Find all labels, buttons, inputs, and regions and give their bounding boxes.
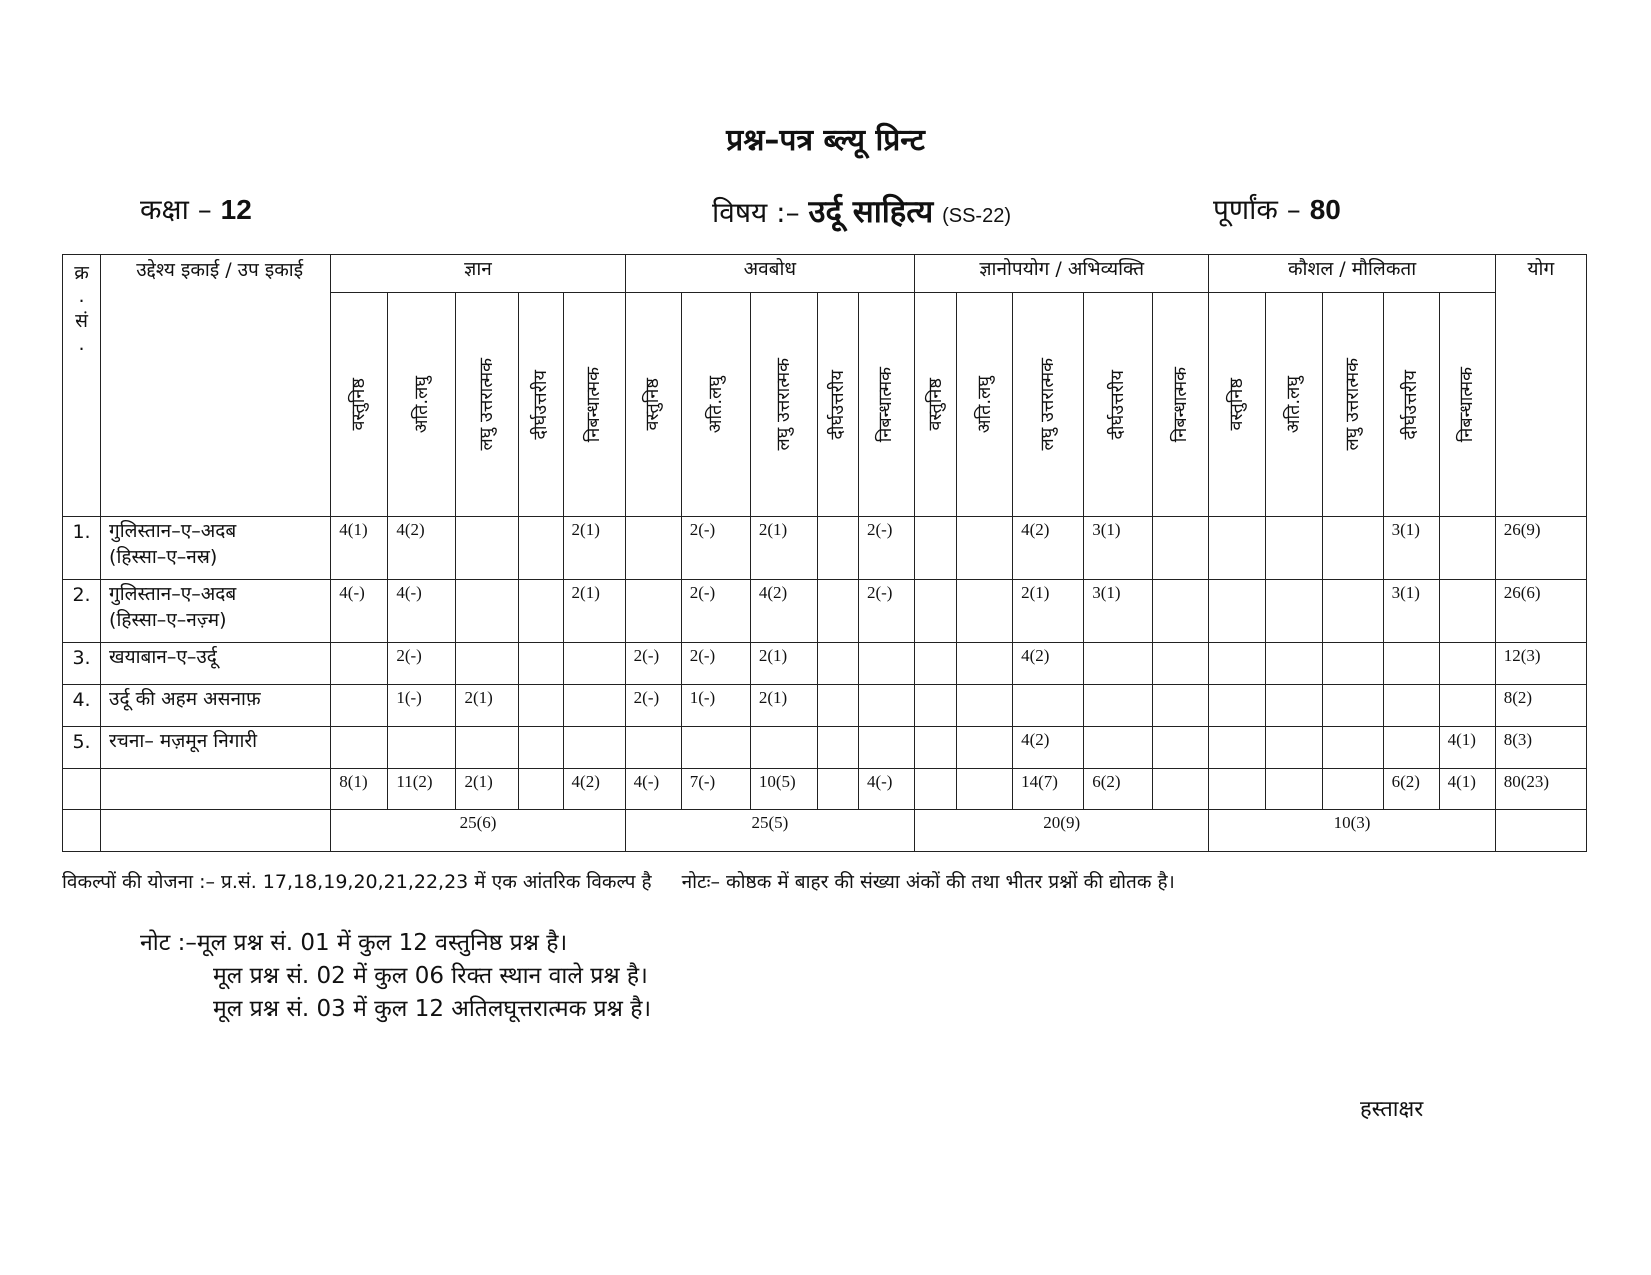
row-total: 12(3) bbox=[1495, 643, 1586, 685]
column-total bbox=[518, 769, 563, 810]
marks-cell: 1(-) bbox=[388, 685, 456, 727]
marks-cell bbox=[456, 517, 518, 580]
bracket-note: नोटः– कोष्ठक में बाहर की संख्या अंकों की तथा भीतर प्रश्नों की द्योतक है। bbox=[681, 871, 1175, 893]
empty-cell bbox=[63, 810, 101, 852]
column-total: 14(7) bbox=[1013, 769, 1084, 810]
group-avbodh: अवबोध bbox=[625, 255, 914, 293]
marks-cell: 3(1) bbox=[1084, 580, 1153, 643]
marks-cell bbox=[858, 727, 914, 769]
note-line: नोट :–मूल प्रश्न सं. 01 में कुल 12 वस्तुनिष्ठ प्रश्न है। bbox=[140, 930, 568, 956]
column-total: 7(-) bbox=[681, 769, 750, 810]
group-sum-gyan: 25(6) bbox=[331, 810, 625, 852]
marks-cell bbox=[1153, 727, 1209, 769]
column-total: 4(-) bbox=[625, 769, 681, 810]
row-unit bbox=[101, 517, 331, 580]
marks-cell: 2(-) bbox=[681, 643, 750, 685]
marks-cell: 2(1) bbox=[1013, 580, 1084, 643]
row-sn: 4. bbox=[63, 685, 101, 727]
empty-cell bbox=[101, 810, 331, 852]
table-row bbox=[63, 517, 1587, 580]
row-unit bbox=[101, 685, 331, 727]
marks-cell bbox=[1209, 643, 1266, 685]
row-sn: 2. bbox=[63, 580, 101, 643]
marks-cell: 2(1) bbox=[750, 517, 817, 580]
unit-name: रचना– मज़मून निगारी bbox=[109, 730, 258, 752]
column-total bbox=[817, 769, 858, 810]
subheader: दीर्घउत्तरीय bbox=[1084, 293, 1153, 517]
marks-cell bbox=[563, 643, 625, 685]
column-total: 10(5) bbox=[750, 769, 817, 810]
subheader: लघु उत्तरात्मक bbox=[1013, 293, 1084, 517]
marks-cell bbox=[915, 685, 957, 727]
column-total: 6(2) bbox=[1084, 769, 1153, 810]
unit-name: गुलिस्तान–ए–अदब bbox=[109, 583, 237, 605]
marks-cell bbox=[858, 685, 914, 727]
subject-code: (SS-22) bbox=[942, 205, 1011, 227]
note-line: मूल प्रश्न सं. 02 में कुल 06 रिक्त स्थान वाले प्रश्न है। bbox=[213, 963, 648, 989]
marks-cell: 2(1) bbox=[456, 685, 518, 727]
marks-cell bbox=[957, 727, 1013, 769]
marks-cell bbox=[957, 685, 1013, 727]
unit-header: उद्देश्य इकाई / उप इकाई bbox=[101, 255, 331, 517]
marks-cell bbox=[1322, 643, 1383, 685]
group-sum-row bbox=[63, 810, 1587, 852]
marks-cell bbox=[388, 727, 456, 769]
unit-subname: (हिस्सा–ए–नज़्म) bbox=[109, 608, 227, 631]
marks-cell bbox=[817, 580, 858, 643]
empty-cell bbox=[63, 769, 101, 810]
row-unit bbox=[101, 580, 331, 643]
marks-cell bbox=[1209, 517, 1266, 580]
table-row bbox=[63, 685, 1587, 727]
subheader: वस्तुनिष्ठ bbox=[915, 293, 957, 517]
marks-cell: 2(-) bbox=[858, 580, 914, 643]
marks-cell bbox=[1322, 685, 1383, 727]
marks-cell bbox=[1153, 580, 1209, 643]
row-total: 8(3) bbox=[1495, 727, 1586, 769]
group-sum-gyanopyog: 20(9) bbox=[915, 810, 1209, 852]
marks-cell bbox=[518, 643, 563, 685]
subheader: निबन्धात्मक bbox=[858, 293, 914, 517]
marks-cell bbox=[1383, 685, 1439, 727]
marks-cell bbox=[1322, 727, 1383, 769]
subheader: निबन्धात्मक bbox=[563, 293, 625, 517]
class-label: कक्षा – bbox=[140, 193, 212, 226]
marks-cell bbox=[915, 517, 957, 580]
marks-cell bbox=[1439, 580, 1495, 643]
subheader: वस्तुनिष्ठ bbox=[331, 293, 388, 517]
marks-cell bbox=[1266, 517, 1322, 580]
column-total bbox=[957, 769, 1013, 810]
column-total bbox=[915, 769, 957, 810]
table-row bbox=[63, 643, 1587, 685]
marks-cell: 4(2) bbox=[750, 580, 817, 643]
marks-cell bbox=[563, 727, 625, 769]
row-sn: 3. bbox=[63, 643, 101, 685]
marks-cell bbox=[817, 643, 858, 685]
subheader: निबन्धात्मक bbox=[1439, 293, 1495, 517]
option-scheme: विकल्पों की योजना :– प्र.सं. 17,18,19,20,21,22,23 में एक आंतरिक विकल्प है bbox=[62, 871, 652, 893]
subheader: दीर्घउत्तरीय bbox=[518, 293, 563, 517]
max-marks-info bbox=[1213, 190, 1341, 228]
marks-cell bbox=[681, 727, 750, 769]
marks-cell bbox=[518, 685, 563, 727]
marks-cell bbox=[1266, 643, 1322, 685]
max-marks-label: पूर्णांक – bbox=[1213, 193, 1301, 226]
subheader: अति.लघु bbox=[681, 293, 750, 517]
column-total: 4(2) bbox=[563, 769, 625, 810]
unit-name: खयाबान–ए–उर्दू bbox=[109, 646, 217, 668]
subheader: लघु उत्तरात्मक bbox=[1322, 293, 1383, 517]
column-total: 4(1) bbox=[1439, 769, 1495, 810]
row-sn: 1. bbox=[63, 517, 101, 580]
marks-cell bbox=[1084, 685, 1153, 727]
marks-cell bbox=[957, 580, 1013, 643]
marks-cell: 2(-) bbox=[681, 517, 750, 580]
group-kaushal: कौशल / मौलिकता bbox=[1209, 255, 1495, 293]
marks-cell: 4(1) bbox=[1439, 727, 1495, 769]
marks-cell bbox=[456, 580, 518, 643]
marks-cell: 4(-) bbox=[331, 580, 388, 643]
marks-cell bbox=[1209, 727, 1266, 769]
marks-cell: 3(1) bbox=[1383, 580, 1439, 643]
marks-cell bbox=[817, 517, 858, 580]
marks-cell: 4(2) bbox=[388, 517, 456, 580]
notes-block bbox=[140, 927, 651, 1026]
column-total: 4(-) bbox=[858, 769, 914, 810]
note-line: मूल प्रश्न सं. 03 में कुल 12 अतिलघूत्तरात्मक प्रश्न है। bbox=[213, 996, 652, 1022]
marks-cell bbox=[1153, 517, 1209, 580]
row-sn: 5. bbox=[63, 727, 101, 769]
marks-cell bbox=[625, 727, 681, 769]
marks-cell bbox=[957, 643, 1013, 685]
marks-cell bbox=[331, 727, 388, 769]
group-sum-avbodh: 25(5) bbox=[625, 810, 914, 852]
marks-cell: 3(1) bbox=[1084, 517, 1153, 580]
column-total: 8(1) bbox=[331, 769, 388, 810]
unit-name: गुलिस्तान–ए–अदब bbox=[109, 520, 237, 542]
table-row bbox=[63, 727, 1587, 769]
marks-cell: 1(-) bbox=[681, 685, 750, 727]
marks-cell bbox=[625, 517, 681, 580]
marks-cell bbox=[456, 643, 518, 685]
unit-name: उर्दू की अहम असनाफ़ bbox=[109, 688, 261, 710]
marks-cell bbox=[1439, 685, 1495, 727]
marks-cell: 2(1) bbox=[563, 580, 625, 643]
marks-cell: 4(2) bbox=[1013, 517, 1084, 580]
subject-info bbox=[712, 190, 1011, 232]
marks-cell: 2(-) bbox=[625, 685, 681, 727]
column-total bbox=[1209, 769, 1266, 810]
marks-cell bbox=[858, 643, 914, 685]
marks-cell: 2(-) bbox=[388, 643, 456, 685]
class-value: 12 bbox=[220, 194, 252, 225]
marks-cell bbox=[1013, 685, 1084, 727]
group-gyan: ज्ञान bbox=[331, 255, 625, 293]
marks-cell: 4(1) bbox=[331, 517, 388, 580]
marks-cell: 2(-) bbox=[681, 580, 750, 643]
group-sum-kaushal: 10(3) bbox=[1209, 810, 1495, 852]
subject-value: उर्दू साहित्य bbox=[808, 194, 934, 230]
marks-cell: 4(2) bbox=[1013, 643, 1084, 685]
marks-cell bbox=[1439, 517, 1495, 580]
marks-cell bbox=[1209, 685, 1266, 727]
marks-cell: 4(-) bbox=[388, 580, 456, 643]
marks-cell bbox=[1322, 517, 1383, 580]
subheader: निबन्धात्मक bbox=[1153, 293, 1209, 517]
option-scheme-line bbox=[62, 868, 1622, 894]
totals-row bbox=[63, 769, 1587, 810]
subheader: लघु उत्तरात्मक bbox=[456, 293, 518, 517]
marks-cell bbox=[1084, 643, 1153, 685]
total-header: योग bbox=[1495, 255, 1586, 517]
marks-cell: 2(1) bbox=[750, 643, 817, 685]
marks-cell bbox=[1266, 685, 1322, 727]
subheader: अति.लघु bbox=[1266, 293, 1322, 517]
marks-cell bbox=[456, 727, 518, 769]
marks-cell bbox=[1084, 727, 1153, 769]
column-total: 11(2) bbox=[388, 769, 456, 810]
marks-cell bbox=[331, 643, 388, 685]
marks-cell bbox=[915, 727, 957, 769]
marks-cell bbox=[331, 685, 388, 727]
class-info bbox=[140, 190, 252, 228]
subject-label: विषय :– bbox=[712, 196, 800, 229]
marks-cell bbox=[817, 685, 858, 727]
row-total: 8(2) bbox=[1495, 685, 1586, 727]
column-total bbox=[1322, 769, 1383, 810]
subheader: वस्तुनिष्ठ bbox=[1209, 293, 1266, 517]
marks-cell: 4(2) bbox=[1013, 727, 1084, 769]
row-unit bbox=[101, 727, 331, 769]
table-row bbox=[63, 580, 1587, 643]
marks-cell bbox=[563, 685, 625, 727]
column-total bbox=[1153, 769, 1209, 810]
marks-cell bbox=[518, 580, 563, 643]
marks-cell bbox=[1439, 643, 1495, 685]
unit-subname: (हिस्सा–ए–नस्र) bbox=[109, 545, 218, 568]
marks-cell bbox=[915, 643, 957, 685]
marks-cell bbox=[1266, 580, 1322, 643]
signature-label: हस्ताक्षर bbox=[1360, 1097, 1424, 1122]
row-total: 26(9) bbox=[1495, 517, 1586, 580]
page-title: प्रश्न–पत्र ब्ल्यू प्रिन्ट bbox=[726, 123, 925, 158]
marks-cell bbox=[1266, 727, 1322, 769]
marks-cell: 2(1) bbox=[750, 685, 817, 727]
group-gyanopyog: ज्ञानोपयोग / अभिव्यक्ति bbox=[915, 255, 1209, 293]
marks-cell bbox=[518, 727, 563, 769]
marks-cell bbox=[1383, 643, 1439, 685]
marks-cell bbox=[1153, 685, 1209, 727]
subheader: लघु उत्तरात्मक bbox=[750, 293, 817, 517]
column-total: 2(1) bbox=[456, 769, 518, 810]
subheader: दीर्घउत्तरीय bbox=[1383, 293, 1439, 517]
row-unit bbox=[101, 643, 331, 685]
subheader: वस्तुनिष्ठ bbox=[625, 293, 681, 517]
marks-cell bbox=[1322, 580, 1383, 643]
marks-cell: 3(1) bbox=[1383, 517, 1439, 580]
subheader: दीर्घउत्तरीय bbox=[817, 293, 858, 517]
row-total: 26(6) bbox=[1495, 580, 1586, 643]
marks-cell: 2(1) bbox=[563, 517, 625, 580]
marks-cell: 2(-) bbox=[625, 643, 681, 685]
max-marks-value: 80 bbox=[1309, 194, 1341, 225]
marks-cell bbox=[817, 727, 858, 769]
subheader: अति.लघु bbox=[957, 293, 1013, 517]
grand-total: 80(23) bbox=[1495, 769, 1586, 810]
blueprint-table bbox=[62, 254, 1587, 852]
empty-cell bbox=[1495, 810, 1586, 852]
marks-cell bbox=[915, 580, 957, 643]
empty-cell bbox=[101, 769, 331, 810]
marks-cell bbox=[1209, 580, 1266, 643]
column-total bbox=[1266, 769, 1322, 810]
marks-cell bbox=[957, 517, 1013, 580]
sn-header: क्र . सं . bbox=[63, 255, 101, 517]
marks-cell bbox=[625, 580, 681, 643]
marks-cell bbox=[1383, 727, 1439, 769]
marks-cell: 2(-) bbox=[858, 517, 914, 580]
column-total: 6(2) bbox=[1383, 769, 1439, 810]
marks-cell bbox=[518, 517, 563, 580]
marks-cell bbox=[750, 727, 817, 769]
subheader: अति.लघु bbox=[388, 293, 456, 517]
marks-cell bbox=[1153, 643, 1209, 685]
